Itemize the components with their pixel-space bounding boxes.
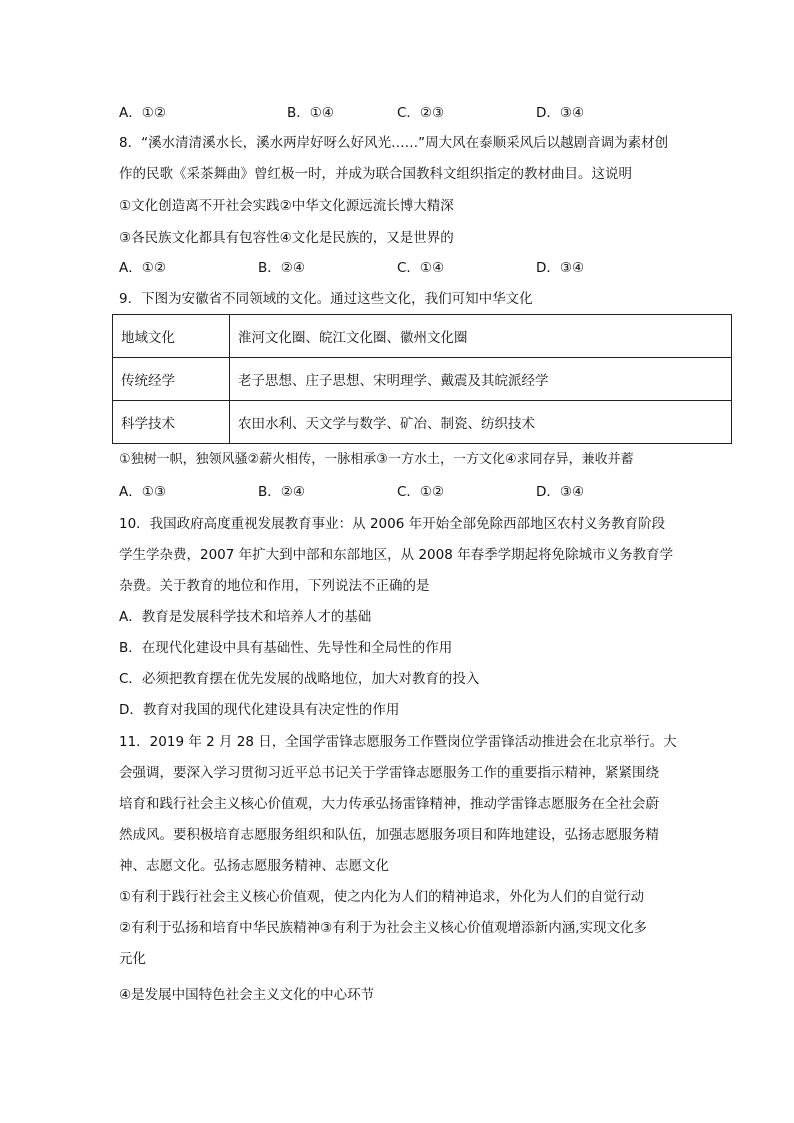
q10-option-d: D．教育对我国的现代化建设具有决定性的作用: [119, 702, 400, 718]
table-cell-content: 农田水利、天文学与数学、矿冶、制瓷、纺织技术: [230, 401, 732, 444]
q8-option-c: C．①④: [397, 260, 445, 276]
table-cell-field: 传统经学: [113, 358, 230, 401]
q7-option-d: D．③④: [536, 105, 585, 121]
q10-option-b: B．在现代化建设中具有基础性、先导性和全局性的作用: [119, 640, 453, 656]
q10-stem-line1: 10．我国政府高度重视发展教育事业：从 2006 年开始全部免除西部地区农村义务教育阶段: [119, 516, 666, 532]
table-row: [113, 358, 732, 401]
table-cell-content: 老子思想、庄子思想、宋明理学、戴震及其皖派经学: [230, 358, 732, 401]
q11-statement-line1: ①有利于践行社会主义核心价值观，使之内化为人们的精神追求，外化为人们的自觉行动: [119, 889, 645, 905]
q8-statement-line2: ③各民族文化都具有包容性④文化是民族的，又是世界的: [119, 230, 454, 246]
q8-option-a: A．①②: [119, 260, 166, 276]
q11-stem-line3: 培育和践行社会主义核心价值观，大力传承弘扬雷锋精神，推动学雷锋志愿服务在全社会蔚: [119, 796, 659, 812]
q7-option-b: B．①④: [287, 105, 334, 121]
q10-option-a: A．教育是发展科学技术和培养人才的基础: [119, 609, 372, 625]
q9-stem: 9．下图为安徽省不同领域的文化。通过这些文化，我们可知中华文化: [119, 291, 533, 307]
table-cell-field: 科学技术: [113, 401, 230, 444]
q8-statement-line1: ①文化创造离不开社会实践②中华文化源远流长博大精深: [119, 198, 454, 214]
table-cell-field: 地域文化: [113, 315, 230, 358]
q7-option-c: C．②③: [397, 105, 445, 121]
q11-statement-line2: ②有利于弘扬和培育中华民族精神③有利于为社会主义核心价值观增添新内涵,实现文化多: [119, 920, 647, 936]
q9-option-c: C．①②: [397, 484, 445, 500]
q11-stem-line1: 11．2019 年 2 月 28 日，全国学雷锋志愿服务工作暨岗位学雷锋活动推进会在北京举行。大: [119, 734, 677, 750]
q11-stem-line4: 然成风。要积极培育志愿服务组织和队伍，加强志愿服务项目和阵地建设，弘扬志愿服务精: [119, 827, 659, 843]
q10-stem-line2: 学生学杂费，2007 年扩大到中部和东部地区，从 2008 年春季学期起将免除城市义务教育学: [119, 547, 674, 563]
q11-stem-line2: 会强调，要深入学习贯彻习近平总书记关于学雷锋志愿服务工作的重要指示精神，紧紧围绕: [119, 765, 659, 781]
q8-stem-line2: 作的民歌《采茶舞曲》曾红极一时，并成为联合国教科文组织指定的教材曲目。这说明: [119, 166, 632, 182]
q10-stem-line3: 杂费。关于教育的地位和作用，下列说法不正确的是: [119, 578, 430, 594]
table-row: [113, 401, 732, 444]
q9-option-d: D．③④: [536, 484, 585, 500]
table-cell-content: 淮河文化圈、皖江文化圈、徽州文化圈: [230, 315, 732, 358]
q10-option-c: C．必须把教育摆在优先发展的战略地位，加大对教育的投入: [119, 671, 480, 687]
q8-stem-line1: 8．“溪水清清溪水长，溪水两岸好呀么好风光……”周大风在泰顺采风后以越剧音调为素材创: [119, 135, 669, 151]
q9-option-a: A．①③: [119, 484, 166, 500]
q7-option-a: A．①②: [119, 105, 166, 121]
q8-option-b: B．②④: [258, 260, 305, 276]
q11-stem-line5: 神、志愿文化。弘扬志愿服务精神、志愿文化: [119, 858, 389, 874]
culture-table: [112, 314, 732, 444]
q8-option-d: D．③④: [536, 260, 585, 276]
table-row: [113, 315, 732, 358]
q9-statement: ①独树一帜，独领风骚②薪火相传，一脉相承③一方水土，一方文化④求同存异，兼收并蓄: [119, 452, 634, 467]
q11-statement-line3: 元化: [119, 951, 146, 967]
q11-statement-line4: ④是发展中国特色社会主义文化的中心环节: [119, 987, 375, 1003]
q9-option-b: B．②④: [258, 484, 305, 500]
